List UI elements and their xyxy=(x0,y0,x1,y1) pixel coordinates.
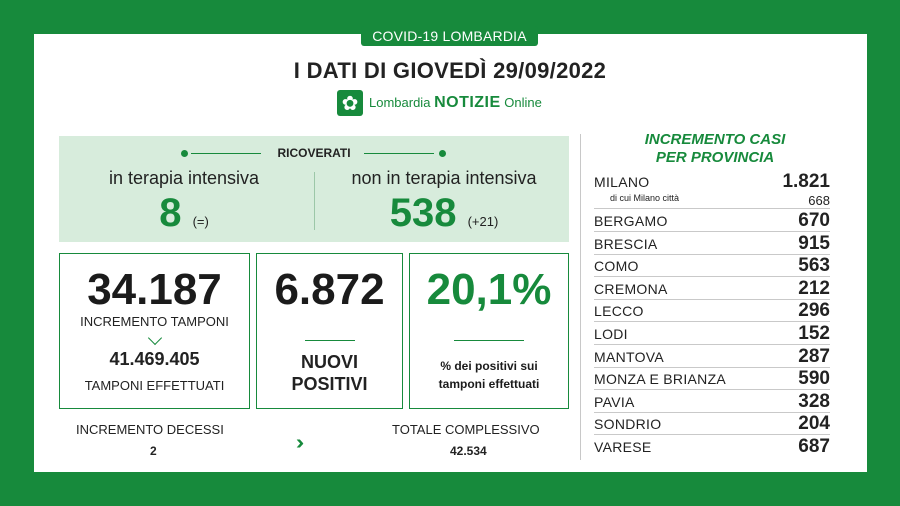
terapia-intensiva xyxy=(79,168,289,246)
lombardia-logo-icon: ✿ xyxy=(337,90,363,116)
percentuale-positivi-value: 20,1% xyxy=(426,265,552,314)
province-title xyxy=(610,131,820,167)
province-name: BERGAMO xyxy=(594,213,668,229)
province-name: SONDRIO xyxy=(594,416,662,433)
province-value: 590 xyxy=(798,368,830,390)
province-row xyxy=(594,210,830,232)
milano-citta-value: 668 xyxy=(808,193,830,208)
province-value: 152 xyxy=(798,323,830,344)
province-value: 687 xyxy=(798,436,830,457)
decor-dot xyxy=(439,150,446,157)
province-value: 328 xyxy=(798,390,830,412)
province-row xyxy=(594,413,830,435)
province-name: BRESCIA xyxy=(594,235,658,252)
non-terapia-intensiva-label: non in terapia intensiva xyxy=(351,168,537,188)
column-separator xyxy=(580,134,581,460)
province-name: MONZA E BRIANZA xyxy=(594,371,727,388)
incremento-decessi-label: INCREMENTO DECESSI xyxy=(76,422,224,437)
totale-decessi-value: 42.534 xyxy=(450,444,487,458)
terapia-intensiva-number: 8 xyxy=(159,191,182,235)
province-value: 296 xyxy=(798,300,830,322)
province-row xyxy=(594,436,830,458)
terapia-intensiva-value xyxy=(79,189,289,246)
incremento-tamponi-label: INCREMENTO TAMPONI xyxy=(80,314,229,329)
province-value: 287 xyxy=(798,345,830,367)
terapia-intensiva-delta: (=) xyxy=(192,214,209,229)
column-separator xyxy=(314,172,315,230)
percentuale-label-line2: tamponi effettuati xyxy=(438,377,540,391)
non-terapia-intensiva-number: 538 xyxy=(389,191,457,235)
percentuale-label-line1: % dei positivi sui xyxy=(440,359,538,373)
province-row xyxy=(594,278,830,300)
divider-line xyxy=(454,340,524,341)
province-title-line2: PER PROVINCIA xyxy=(655,149,775,166)
province-name: VARESE xyxy=(594,439,652,455)
percentuale-positivi-label xyxy=(410,357,568,393)
milano-citta-row xyxy=(594,193,830,209)
province-name: PAVIA xyxy=(594,393,635,410)
brand-main: NOTIZIE xyxy=(434,94,501,111)
chevron-down-icon xyxy=(147,331,161,345)
province-value: 563 xyxy=(798,255,830,277)
province-value: 204 xyxy=(798,413,830,435)
tamponi-totale-value: 41.469.405 xyxy=(109,349,200,369)
non-terapia-intensiva-delta: (+21) xyxy=(467,214,499,229)
province-row xyxy=(594,323,830,345)
brand-logo xyxy=(337,90,542,116)
province-row xyxy=(594,346,830,368)
tamponi-totale-label: TAMPONI EFFETTUATI xyxy=(84,378,225,393)
ricoverati-heading: RICOVERATI xyxy=(277,146,351,160)
province-name: CREMONA xyxy=(594,280,668,297)
percentuale-box xyxy=(409,253,569,409)
province-name: LODI xyxy=(594,326,628,342)
province-row-milano xyxy=(594,171,830,193)
province-title-line1: INCREMENTO CASI xyxy=(644,131,786,148)
region-tag: COVID-19 LOMBARDIA xyxy=(361,26,538,46)
province-name: MANTOVA xyxy=(594,348,665,365)
province-name: LECCO xyxy=(594,303,644,320)
positivi-box xyxy=(256,253,403,409)
non-terapia-intensiva xyxy=(329,168,559,246)
terapia-intensiva-label: in terapia intensiva xyxy=(108,168,260,188)
province-row xyxy=(594,300,830,322)
nuovi-positivi-label-line2: POSITIVI xyxy=(291,374,368,394)
incremento-decessi-value: 2 xyxy=(150,444,157,458)
nuovi-positivi-label xyxy=(257,351,402,395)
brand-name xyxy=(369,94,542,112)
incremento-tamponi-value: 34.187 xyxy=(87,265,222,314)
divider-line xyxy=(364,153,434,154)
page-title: I DATI DI GIOVEDÌ 29/09/2022 xyxy=(293,58,607,83)
nuovi-positivi-label-line1: NUOVI xyxy=(300,352,358,372)
divider-line xyxy=(305,340,355,341)
province-row xyxy=(594,391,830,413)
province-row xyxy=(594,233,830,255)
nuovi-positivi-value: 6.872 xyxy=(274,265,385,314)
non-terapia-intensiva-value xyxy=(329,189,559,246)
province-value: 915 xyxy=(798,232,830,254)
brand-suffix: Online xyxy=(504,95,542,110)
province-name: MILANO xyxy=(594,174,650,190)
province-value: 212 xyxy=(798,277,830,299)
milano-citta-label: di cui Milano città xyxy=(610,193,680,203)
ricoverati-panel xyxy=(59,136,569,242)
province-row xyxy=(594,368,830,390)
tamponi-box xyxy=(59,253,250,409)
arrows-right-icon: ››› xyxy=(296,432,298,454)
totale-decessi-label: TOTALE COMPLESSIVO xyxy=(392,422,540,437)
province-name: COMO xyxy=(594,258,639,275)
province-value: 1.821 xyxy=(782,171,830,192)
brand-prefix: Lombardia xyxy=(369,95,431,110)
province-value: 670 xyxy=(798,210,830,231)
province-row xyxy=(594,255,830,277)
